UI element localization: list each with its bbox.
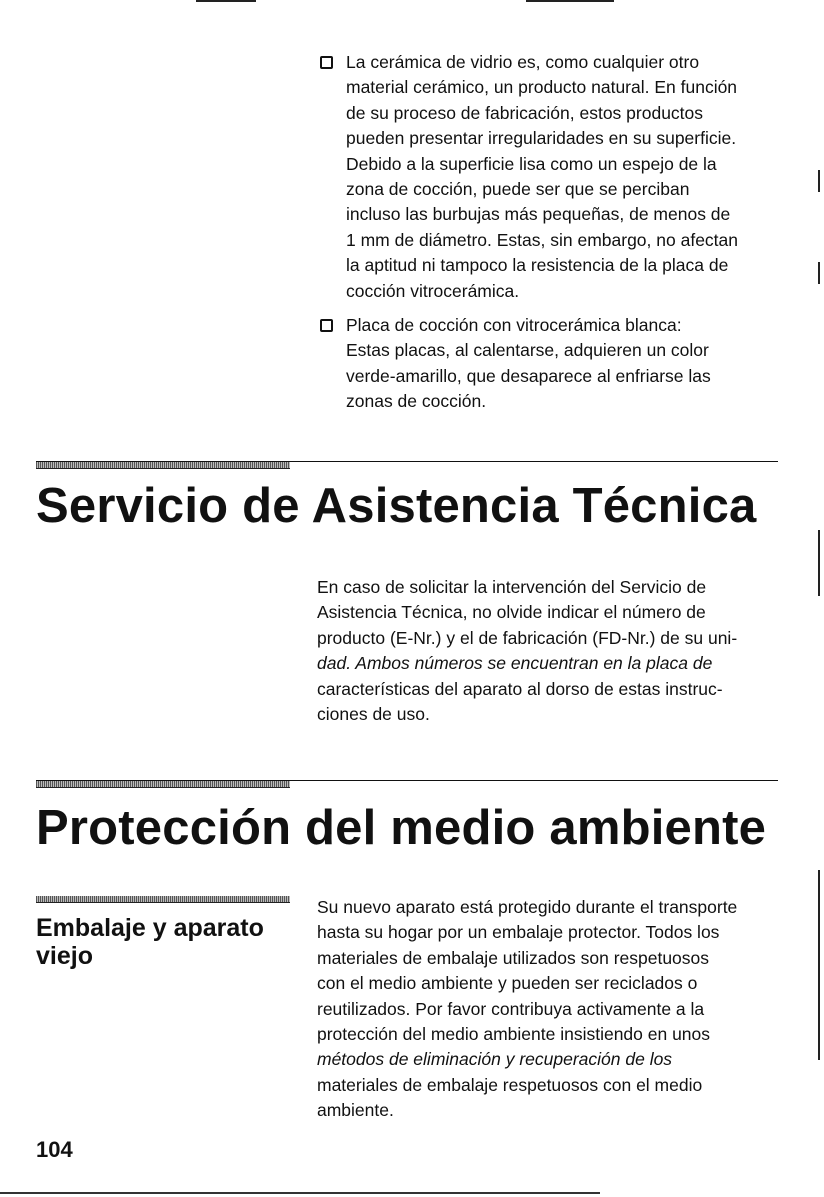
margin-mark [818,262,820,284]
environment-section-title: Protección del medio ambiente [36,801,767,855]
margin-mark [818,870,820,1060]
bullet-text: La cerámica de vidrio es, como cualquier otro material cerámico, un producto natural. En función de su proceso de fabricación, estos productos pueden presentar irregularidades en su superficie. Debido a la superficie lisa como un espejo de la zona de cocción, puede ser que se perciban incluso las burbujas más pequeñas, de menos de 1 mm de diámetro. Estas, sin embargo, no afectan la aptitud ni tampoco la resistencia de la placa de cocción vitrocerámica. [346,52,738,301]
bottom-rule [0,1192,600,1194]
bullet-item [318,50,788,304]
bullet-list [318,50,788,424]
section-rule-band [36,461,290,469]
packaging-subtitle: Embalaje y aparato viejo [36,914,264,970]
top-rule [526,0,614,2]
service-section-title: Servicio de Asistencia Técnica [36,479,757,533]
checkbox-bullet-icon [320,319,333,332]
page-number: 104 [36,1137,73,1162]
margin-mark [818,170,820,192]
checkbox-bullet-icon [320,56,333,69]
bullet-text: Placa de cocción con vitrocerámica blanca: Estas placas, al calentarse, adquieren un color verde-amarillo, que desaparece al enfriarse las zonas de cocción. [346,315,711,412]
bullet-item [318,313,788,415]
top-rule [196,0,256,2]
subsection-rule-band [36,896,290,903]
section-rule [36,780,778,781]
service-paragraph: En caso de solicitar la intervención del Servicio de Asistencia Técnica, no olvide indicar el número de producto (E-Nr.) y el de fabricación (FD-Nr.) de su uni- dad. Ambos números se encuentran en la placa de características del aparato al dorso de estas instruc- ciones de uso. [317,577,738,725]
environment-paragraph: Su nuevo aparato está protegido durante el transporte hasta su hogar por un embalaje protector. Todos los materiales de embalaje utilizados son respetuosos con el medio ambiente y pueden ser reciclados o reutilizados. Por favor contribuya activamente a la protección del medio ambiente insistiendo en unos métodos de eliminación y recuperación de los materiales de embalaje respetuosos con el medio ambiente. [317,897,738,1121]
section-rule-band [36,780,290,788]
section-rule [36,461,778,462]
margin-mark [818,530,820,596]
